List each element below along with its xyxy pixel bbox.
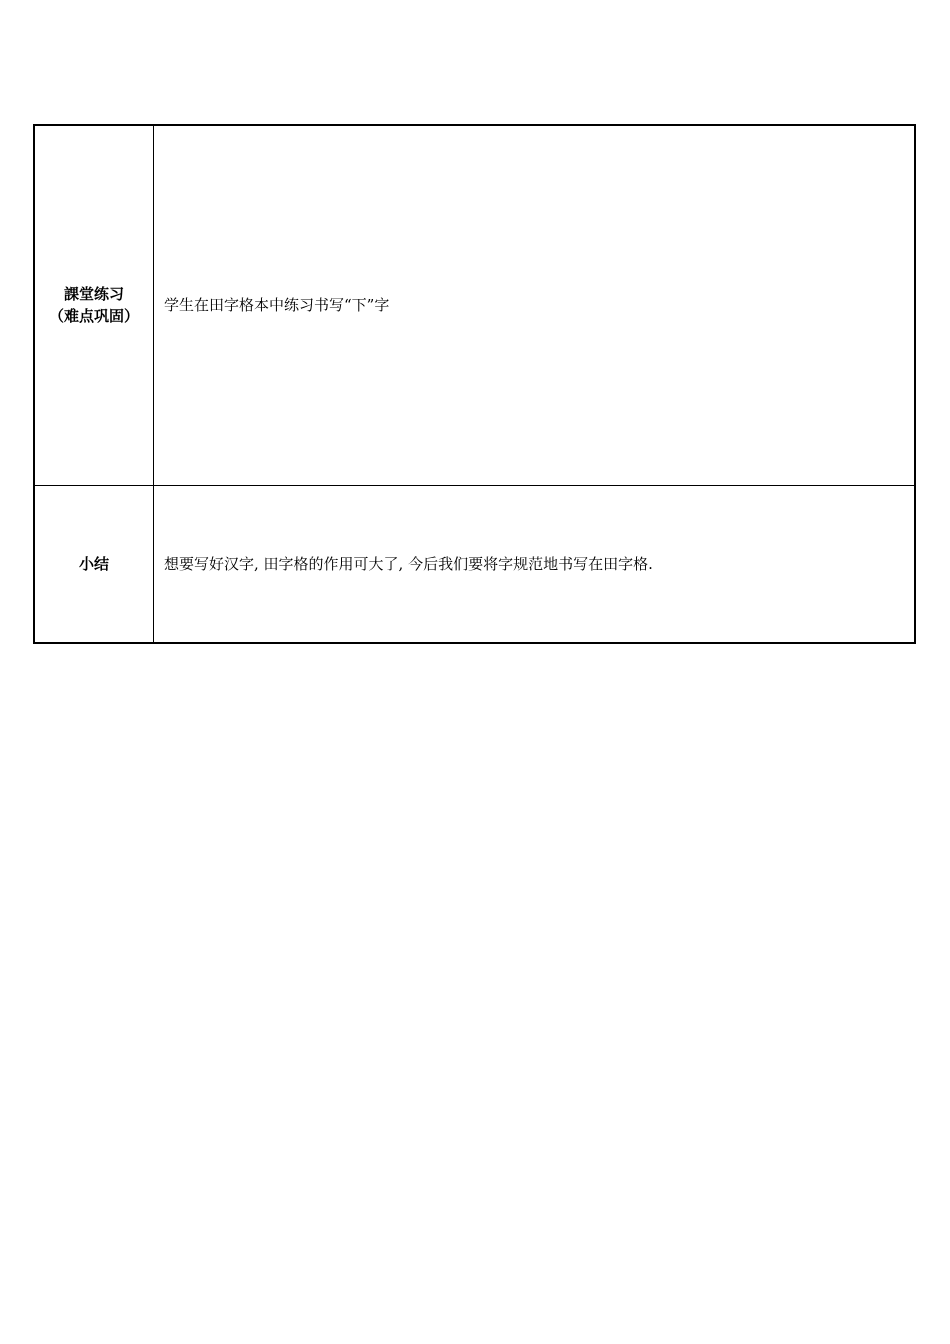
row-label-subtitle: （难点巩固） (48, 307, 139, 326)
row-label-summary (34, 485, 154, 643)
lesson-plan-table (33, 124, 916, 644)
row-label-title: 課堂练习 (63, 285, 124, 304)
table-row-classroom-practice (34, 125, 915, 485)
row-content-summary: 想要写好汉字, 田字格的作用可大了, 今后我们要将字规范地书写在田字格. (154, 485, 916, 643)
row-label-classroom-practice (34, 125, 154, 485)
table-row-summary (34, 485, 915, 643)
row-content-classroom-practice: 学生在田字格本中练习书写“下”字 (154, 125, 916, 485)
row-label-title: 小结 (78, 554, 109, 573)
